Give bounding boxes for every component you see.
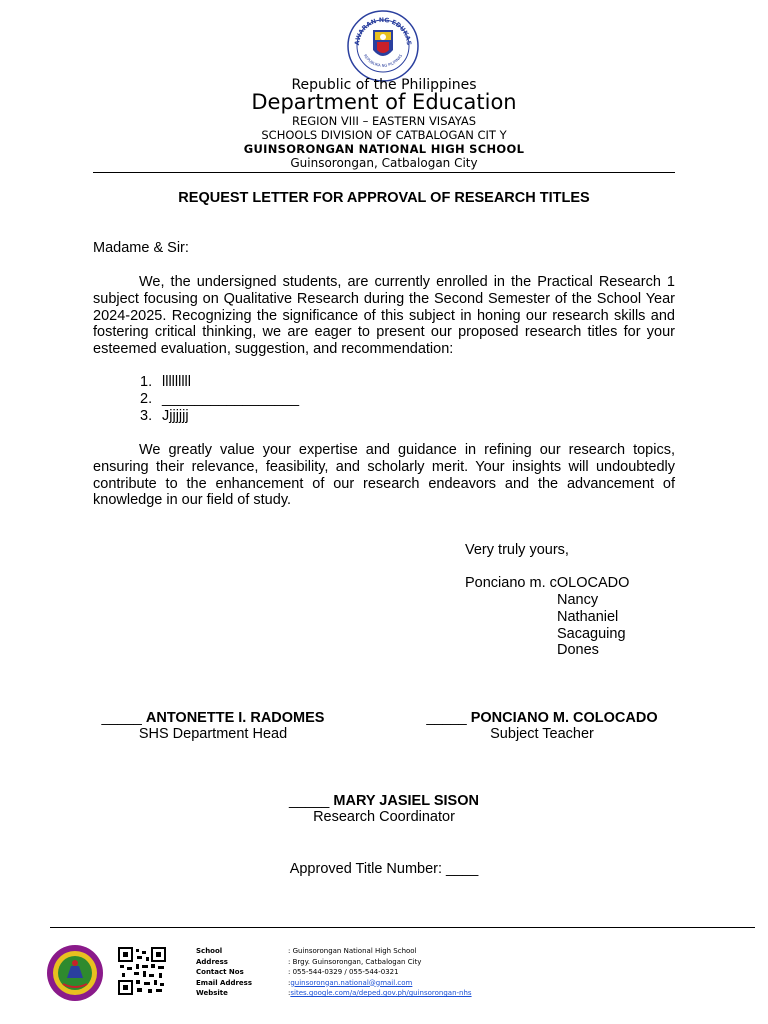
research-titles-list [140,374,299,424]
approver-name: PONCIANO M. COLOCADO [470,710,658,726]
school-location: Guinsorongan, Catbalogan City [290,156,478,170]
letter-title: REQUEST LETTER FOR APPROVAL OF RESEARCH TITLES [178,190,590,206]
email-link[interactable]: guinsorongan.national@gmail.com [290,978,413,987]
signature-line: _____ [101,710,142,726]
footer-row: Contact Nos : 055-544-0329 / 055-544-0321 [196,968,399,976]
footer-row: Address : Brgy. Guinsorongan, Catbalogan City [196,957,422,966]
salutation: Madame & Sir: [93,240,189,256]
department-title: Department of Education [251,90,517,114]
co-signatory: Nathaniel [557,608,619,625]
co-signatory: Sacaguing [557,625,626,642]
approver-name: ANTONETTE I. RADOMES [145,710,325,726]
list-item: 3. Jjjjjjj [140,407,189,424]
approver-name: MARY JASIEL SISON [333,793,479,809]
school-name: GUINSORONGAN NATIONAL HIGH SCHOOL [243,142,525,156]
website-link[interactable]: sites.google.com/a/deped.gov.ph/guinsorongan-nhs [290,989,472,997]
qr-code-icon [118,947,166,995]
signature-line: _____ [289,793,330,809]
signatory-name: Ponciano m. cOLOCADO [465,575,630,591]
deped-seal-icon [347,10,419,82]
list-item: 2. _________________ [140,390,300,407]
paragraph-intro: We, the undersigned students, are currently enrolled in the Practical Research 1 subject focusing on Qualitative Research during the Second Semester of the School Year 2024-2025. Recognizing the significance of this subject in honing our research skills and fostering critical thinking, we are eager to present our proposed research titles for your esteemed evaluation, suggestion, and recommendation: [93,274,675,358]
republic-line: Republic of the Philippines [291,77,477,93]
footer-contact-info [196,946,472,999]
co-signatory: Nancy [557,592,599,608]
approved-title-number: Approved Title Number: ____ [289,861,479,877]
footer-row: School : Guinsorongan National High School [196,947,417,955]
list-item: 1. lllllllll [140,374,191,390]
signature-line: _____ [426,710,467,726]
division-line: SCHOOLS DIVISION OF CATBALOGAN CIT Y [261,128,507,142]
footer-divider [50,927,755,928]
approver-role: Research Coordinator [313,809,455,825]
approver-role: Subject Teacher [490,726,594,742]
co-signatories [557,592,626,659]
co-signatory: Dones [557,642,599,659]
approver-research-coordinator [0,793,768,825]
approver-department-head [93,710,333,742]
complimentary-close: Very truly yours, [465,542,569,558]
footer-row: Website : sites.google.com/a/deped.gov.ph/guinsorongan-nhs [196,989,472,997]
school-logo-icon [45,944,105,1002]
approver-subject-teacher [417,710,667,742]
paragraph-closing: We greatly value your expertise and guidance in refining our research topics, ensuring their relevance, feasibility, and scholarly merit. Your insights will undoubtedly contribute to the enhancement of our research endeavors and the advancement of knowledge in our field of study. [93,442,675,509]
footer-row: Email Address : guinsorongan.national@gmail.com [196,978,413,987]
region-line: REGION VIII – EASTERN VISAYAS [292,114,476,128]
seal-text: AWARAN NG EDUKAS [353,16,413,46]
approver-role: SHS Department Head [138,726,288,742]
header-divider [93,172,675,173]
seal-subtext: REPUBLIKA NG PILIPINAS [362,53,404,68]
